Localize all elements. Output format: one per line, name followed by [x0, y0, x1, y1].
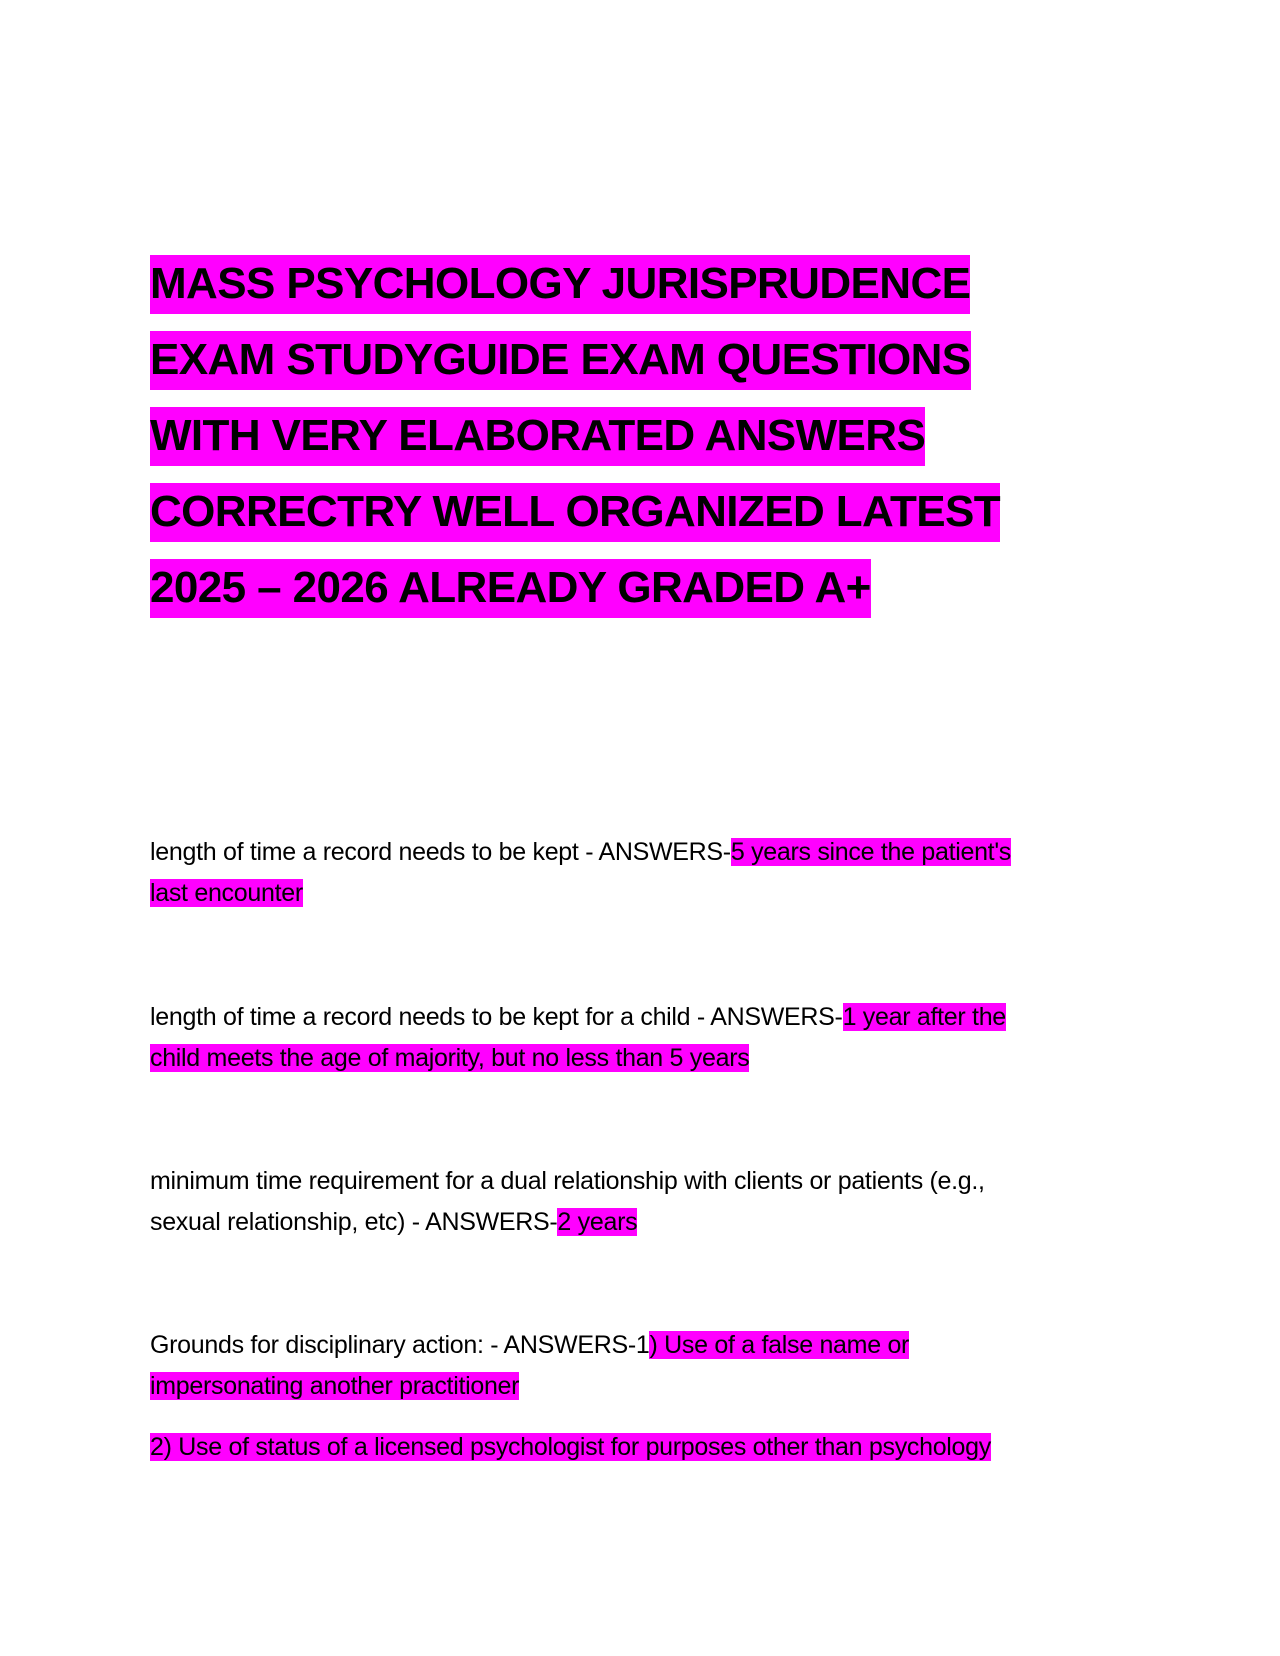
- document-title: [150, 246, 1110, 626]
- qa-line: [150, 997, 1110, 1038]
- title-line: [150, 550, 1110, 626]
- title-line-text: WITH VERY ELABORATED ANSWERS: [150, 407, 925, 466]
- answer-text: last encounter: [150, 879, 303, 907]
- qa-line: [150, 1202, 1110, 1243]
- question-text: sexual relationship, etc) - ANSWERS-: [150, 1208, 558, 1236]
- title-line-text: CORRECTRY WELL ORGANIZED LATEST: [150, 483, 1000, 542]
- question-text: length of time a record needs to be kept for a child - ANSWERS-: [150, 1003, 843, 1031]
- qa-item-record-retention: [150, 832, 1110, 914]
- qa-line: [150, 1325, 1110, 1366]
- qa-item-child-record-retention: [150, 997, 1110, 1079]
- question-text: Grounds for disciplinary action: - ANSWERS-1: [150, 1331, 650, 1359]
- qa-line: [150, 1038, 1110, 1079]
- title-line: [150, 474, 1110, 550]
- title-line: [150, 322, 1110, 398]
- title-line-text: 2025 – 2026 ALREADY GRADED A+: [150, 559, 871, 618]
- qa-item-dual-relationship: [150, 1161, 1110, 1243]
- answer-text: 2) Use of status of a licensed psychologist for purposes other than psychology: [150, 1433, 991, 1461]
- qa-line: [150, 1161, 1110, 1202]
- qa-item-disciplinary-grounds: [150, 1325, 1110, 1468]
- qa-line: [150, 873, 1110, 914]
- title-line: [150, 246, 1110, 322]
- answer-text: 5 years since the patient's: [730, 838, 1011, 866]
- qa-line: [150, 1366, 1110, 1407]
- answer-text: impersonating another practitioner: [150, 1372, 520, 1400]
- answer-text: 2 years: [557, 1208, 638, 1236]
- answer-text: child meets the age of majority, but no less than 5 years: [150, 1044, 750, 1072]
- question-text: length of time a record needs to be kept - ANSWERS-: [150, 838, 731, 866]
- qa-line: [150, 1427, 1110, 1468]
- qa-line: [150, 832, 1110, 873]
- answer-text: 1 year after the: [842, 1003, 1006, 1031]
- title-line: [150, 398, 1110, 474]
- title-line-text: MASS PSYCHOLOGY JURISPRUDENCE: [150, 255, 970, 314]
- question-text: minimum time requirement for a dual relationship with clients or patients (e.g.,: [150, 1167, 985, 1195]
- answer-text: ) Use of a false name or: [649, 1331, 910, 1359]
- title-line-text: EXAM STUDYGUIDE EXAM QUESTIONS: [150, 331, 971, 390]
